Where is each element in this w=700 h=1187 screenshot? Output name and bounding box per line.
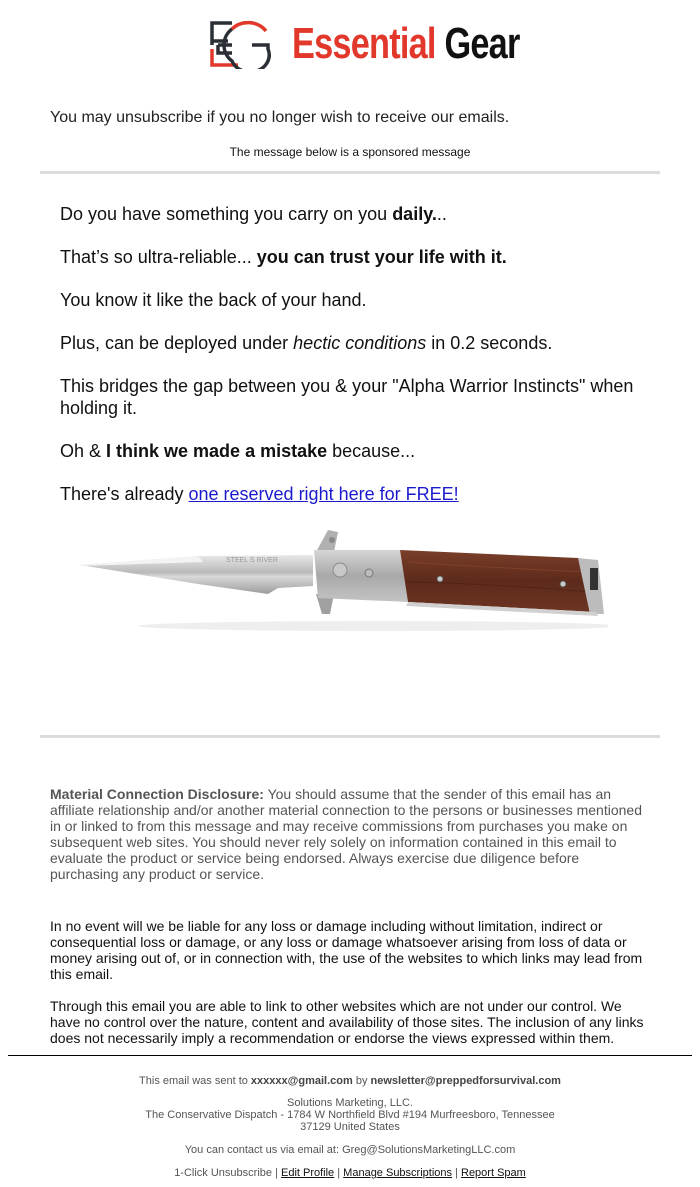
brand-wordmark [292,19,520,68]
manage-subscriptions-link[interactable]: Manage Subscriptions [343,1167,453,1179]
disclosure-text: You should assume that the sender of this email has an affiliate relationship and/or another material connection to the persons or businesses mentioned in or linked to from this message and may receive commissions from purchases you make on subsequent web sites. You should never rely solely on information contained in this email to evaluate the product or service being endorsed. Always exercise due diligence before purchasing any product or service. [50,786,642,882]
contact-email[interactable]: Greg@SolutionsMarketingLLC.com [342,1144,516,1156]
external-links-notice: Through this email you are able to link to other websites which are not under our control. We have no control over the nature, content and availability of those sites. The inclusion of any links does not necessarily imply a recommendation or endorse the views expressed within them. [50,998,644,1046]
brand-name-essential: Essential [292,19,436,68]
email-body [60,203,640,526]
divider-top [40,171,660,174]
free-offer-link[interactable]: one reserved right here for FREE! [188,484,459,504]
disclosure-label: Material Connection Disclosure: [50,786,264,802]
footer-address-line1: The Conservative Dispatch - 1784 W Northfield Blvd #194 Murfreesboro, Tennessee [145,1109,555,1121]
footer-company: Solutions Marketing, LLC. [287,1097,413,1109]
paragraph-2: That’s so ultra-reliable... you can trust your life with it. [60,247,507,267]
recipient-email: xxxxxx@gmail.com [250,1075,353,1087]
paragraph-3: You know it like the back of your hand. [60,290,367,310]
footer-contact: You can contact us via email at: Greg@SolutionsMarketingLLC.com [184,1144,516,1156]
brand-logo [0,18,700,70]
product-knife-image[interactable] [78,522,608,642]
one-click-unsubscribe[interactable]: 1-Click Unsubscribe [174,1167,272,1179]
divider-middle [40,735,660,738]
paragraph-6: Oh & I think we made a mistake because... [60,441,416,461]
sponsored-note: The message below is a sponsored message [229,145,471,159]
paragraph-7: There's already one reserved right here for FREE! [60,484,459,504]
paragraph-4: Plus, can be deployed under hectic conditions in 0.2 seconds. [60,333,553,353]
brand-name-gear: Gear [444,19,520,68]
footer-divider [8,1055,692,1056]
material-disclosure [50,786,650,882]
unsubscribe-note: You may unsubscribe if you no longer wish to receive our emails. [50,109,510,126]
sender-email: newsletter@preppedforsurvival.com [370,1075,561,1087]
footer-links: 1-Click Unsubscribe | Edit Profile | Manage Subscriptions | Report Spam [174,1167,526,1179]
footer-address-line2: 37129 United States [300,1121,400,1133]
eg-monogram-icon [208,19,272,69]
report-spam-link[interactable]: Report Spam [461,1167,526,1179]
footer-sent-info: This email was sent to xxxxxx@gmail.com by newsletter@preppedforsurvival.com [139,1075,561,1087]
liability-notice: In no event will we be liable for any loss or damage including without limitation, indirect or consequential loss or damage, or any loss or damage whatsoever arising from loss of data or money arising out of, or in connection with, the use of the websites to which links may lead from this email. [50,918,643,982]
paragraph-5: This bridges the gap between you & your "Alpha Warrior Instincts" when holding it. [60,376,634,418]
edit-profile-link[interactable]: Edit Profile [280,1167,335,1179]
paragraph-1: Do you have something you carry on you daily... [60,204,447,224]
blade-stamp: STEEL S RIVER [226,557,278,564]
